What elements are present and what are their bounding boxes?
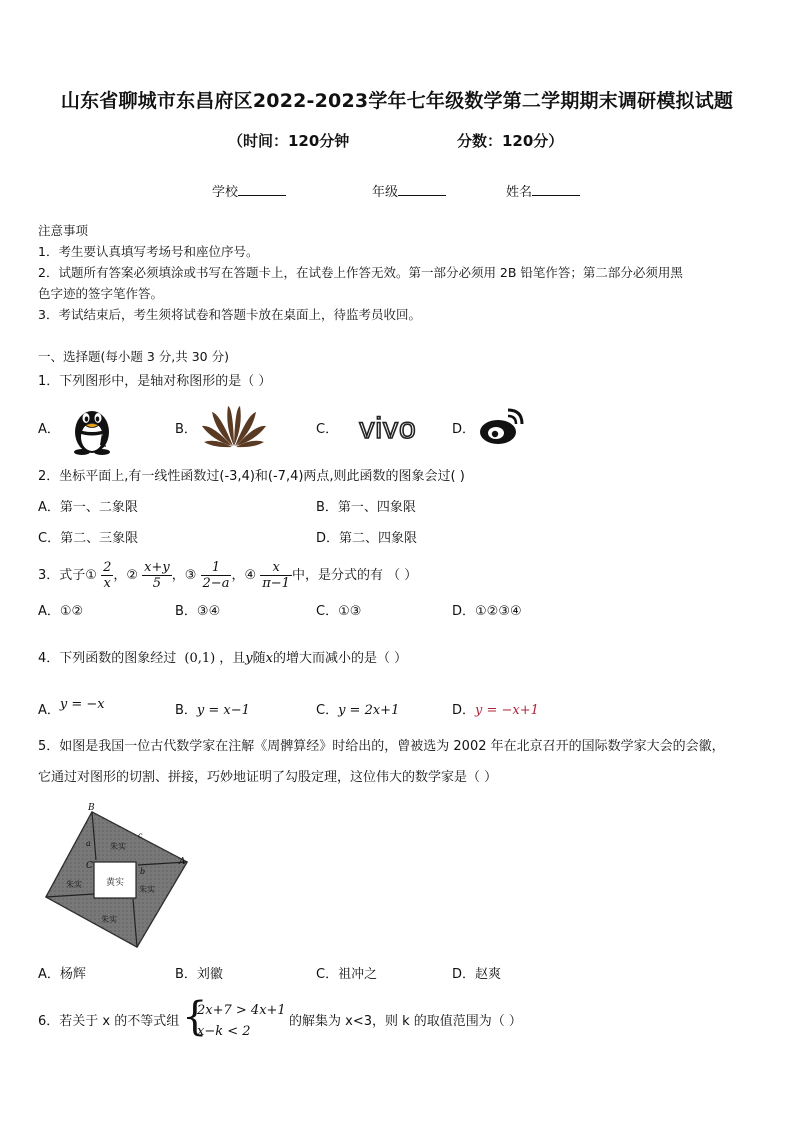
notice-item-2b: 色字迹的签字笔作答。 bbox=[38, 286, 164, 301]
q3-f2-den: 5 bbox=[142, 575, 172, 591]
q6-suffix: 的解集为 x<3，则 k 的取值范围为（ ） bbox=[289, 1014, 522, 1029]
notice-item-3: 3．考试结束后，考生须将试卷和答题卡放在桌面上，待监考员收回。 bbox=[38, 307, 421, 322]
q6-inequality-2: x−k < 2 bbox=[197, 1024, 251, 1039]
side-a-label: a bbox=[86, 839, 91, 848]
zhushi-label-bottom: 朱实 bbox=[101, 915, 117, 924]
vertex-a-label: A bbox=[179, 857, 186, 867]
q4-point: (0,1) bbox=[184, 651, 216, 666]
page-title: 山东省聊城市东昌府区2022-2023学年七年级数学第二学期期末调研模拟试题 bbox=[60, 90, 734, 112]
side-c-label: c bbox=[138, 831, 143, 840]
q3-stem bbox=[38, 560, 417, 592]
notice-item-2a: 2．试题所有答案必须填涂或书写在答题卡上，在试卷上作答无效。第一部分必须用 2B 铅笔作答；第二部分必须用黑 bbox=[38, 265, 683, 280]
notice-item-1: 1．考生要认真填写考场号和座位序号。 bbox=[38, 244, 259, 259]
q3-f4-den: π−1 bbox=[262, 576, 290, 591]
q4-b-label: B． bbox=[175, 703, 197, 718]
weibo-logo bbox=[476, 406, 528, 450]
q5-stem-line1: 5．如图是我国一位古代数学家在注解《周髀算经》时给出的，曾被选为 2002 年在北京召开的国际数学家大会的会徽， bbox=[38, 739, 725, 754]
q5-option-b: B．刘徽 bbox=[175, 967, 223, 982]
q3-fraction-3 bbox=[201, 560, 232, 591]
q2-option-d: D．第二、四象限 bbox=[316, 531, 418, 546]
grade-label: 年级 bbox=[372, 185, 399, 200]
q1-stem: 1．下列图形中，是轴对称图形的是（ ） bbox=[38, 374, 272, 389]
q3-sep-3: ，③ bbox=[171, 568, 197, 583]
q3-option-b: B．③④ bbox=[175, 604, 221, 619]
q3-tail: 中，是分式的有 （ ） bbox=[291, 568, 418, 583]
time-label: （时间：120分钟 bbox=[228, 132, 350, 150]
q4-x-var: x bbox=[265, 651, 273, 666]
q6-prefix: 6．若关于 x 的不等式组 bbox=[38, 1014, 180, 1029]
section-heading: 一、选择题(每小题 3 分,共 30 分) bbox=[38, 349, 229, 364]
q2-stem: 2．坐标平面上,有一线性函数过(-3,4)和(-7,4)两点,则此函数的图象会过( ) bbox=[38, 469, 465, 484]
score-label: 分数：120分） bbox=[457, 132, 564, 150]
huawei-flower-logo bbox=[198, 402, 270, 452]
q3-fraction-4 bbox=[260, 560, 292, 591]
q4-a-expr: y = −x bbox=[59, 697, 105, 712]
zhushi-label-left: 朱实 bbox=[66, 880, 82, 889]
q2-option-b: B．第一、四象限 bbox=[316, 500, 416, 515]
q3-option-a: A．①② bbox=[38, 604, 84, 619]
vertex-c-label: C bbox=[86, 861, 93, 871]
q4-option-c bbox=[316, 701, 399, 721]
q3-fraction-2 bbox=[142, 560, 172, 591]
q3-fraction-1 bbox=[101, 560, 113, 591]
zhao-shuang-string-figure bbox=[42, 802, 202, 956]
q2-option-a: A．第一、二象限 bbox=[38, 500, 138, 515]
q3-sep-2: ，② bbox=[113, 568, 139, 583]
side-b-label: b bbox=[140, 867, 146, 876]
q4-stem bbox=[38, 649, 407, 669]
q3-f4-num: x bbox=[272, 560, 280, 575]
zhushi-label-right: 朱实 bbox=[139, 885, 155, 894]
q4-d-label: D． bbox=[452, 703, 476, 718]
q2-option-c: C．第二、三象限 bbox=[38, 531, 139, 546]
q3-option-c: C．①③ bbox=[316, 604, 362, 619]
q4-b-expr: y = x−1 bbox=[196, 703, 250, 718]
q6-inequality-1: 2x+7 > 4x+1 bbox=[197, 1003, 286, 1018]
q4-a-label: A． bbox=[38, 703, 60, 718]
q4-option-b bbox=[175, 701, 250, 721]
q5-stem-line2: 它通过对图形的切割、拼接，巧妙地证明了勾股定理，这位伟大的数学家是（ ） bbox=[38, 770, 498, 785]
vivo-logo-text: vivo bbox=[359, 412, 417, 445]
qq-penguin-logo bbox=[62, 403, 122, 459]
q1-option-d-label: D． bbox=[452, 422, 476, 437]
q3-f3-den: 2−a bbox=[202, 576, 230, 591]
q3-sep-4: ，④ bbox=[231, 568, 257, 583]
zhushi-label-top: 朱实 bbox=[110, 842, 126, 851]
school-label: 学校 bbox=[212, 185, 239, 200]
q1-option-b-label: B． bbox=[175, 422, 197, 437]
q4-stem-part2: ，且 bbox=[219, 651, 246, 666]
q3-f1-num: 2 bbox=[103, 560, 112, 575]
q3-f1-den: x bbox=[101, 575, 113, 591]
huangshi-label: 黄实 bbox=[105, 878, 125, 888]
q4-c-expr: y = 2x+1 bbox=[338, 703, 400, 718]
vivo-logo bbox=[340, 412, 436, 450]
q4-d-expr: y = −x+1 bbox=[475, 703, 539, 718]
q4-option-d bbox=[452, 701, 539, 721]
q4-c-label: C． bbox=[316, 703, 339, 718]
q3-option-d: D．①②③④ bbox=[452, 604, 522, 619]
q4-y-var: y bbox=[245, 651, 253, 666]
q4-stem-part3: 随 bbox=[252, 651, 266, 666]
q5-option-c: C．祖冲之 bbox=[316, 967, 378, 982]
q3-f2-num: x+y bbox=[144, 560, 170, 575]
grade-field bbox=[372, 181, 446, 200]
q4-stem-part4: 的增大而减小的是（ ） bbox=[272, 651, 408, 666]
name-label: 姓名 bbox=[506, 185, 533, 200]
q1-option-c-label: C． bbox=[316, 422, 339, 437]
q1-option-a-label: A． bbox=[38, 422, 60, 437]
vertex-b-label: B bbox=[88, 803, 95, 813]
school-field bbox=[212, 181, 286, 200]
school-blank bbox=[238, 183, 286, 196]
q5-option-d: D．赵爽 bbox=[452, 967, 502, 982]
q4-stem-part1: 4．下列函数的图象经过 bbox=[38, 651, 177, 666]
q3-prefix: 3．式子① bbox=[38, 568, 97, 583]
q5-option-a: A．杨辉 bbox=[38, 967, 86, 982]
name-field bbox=[506, 181, 580, 200]
q6-brace: { bbox=[182, 994, 208, 1040]
name-blank bbox=[532, 183, 580, 196]
q3-f3-num: 1 bbox=[211, 560, 221, 575]
q4-option-a bbox=[38, 697, 105, 721]
notice-heading: 注意事项 bbox=[38, 223, 89, 238]
grade-blank bbox=[398, 183, 446, 196]
